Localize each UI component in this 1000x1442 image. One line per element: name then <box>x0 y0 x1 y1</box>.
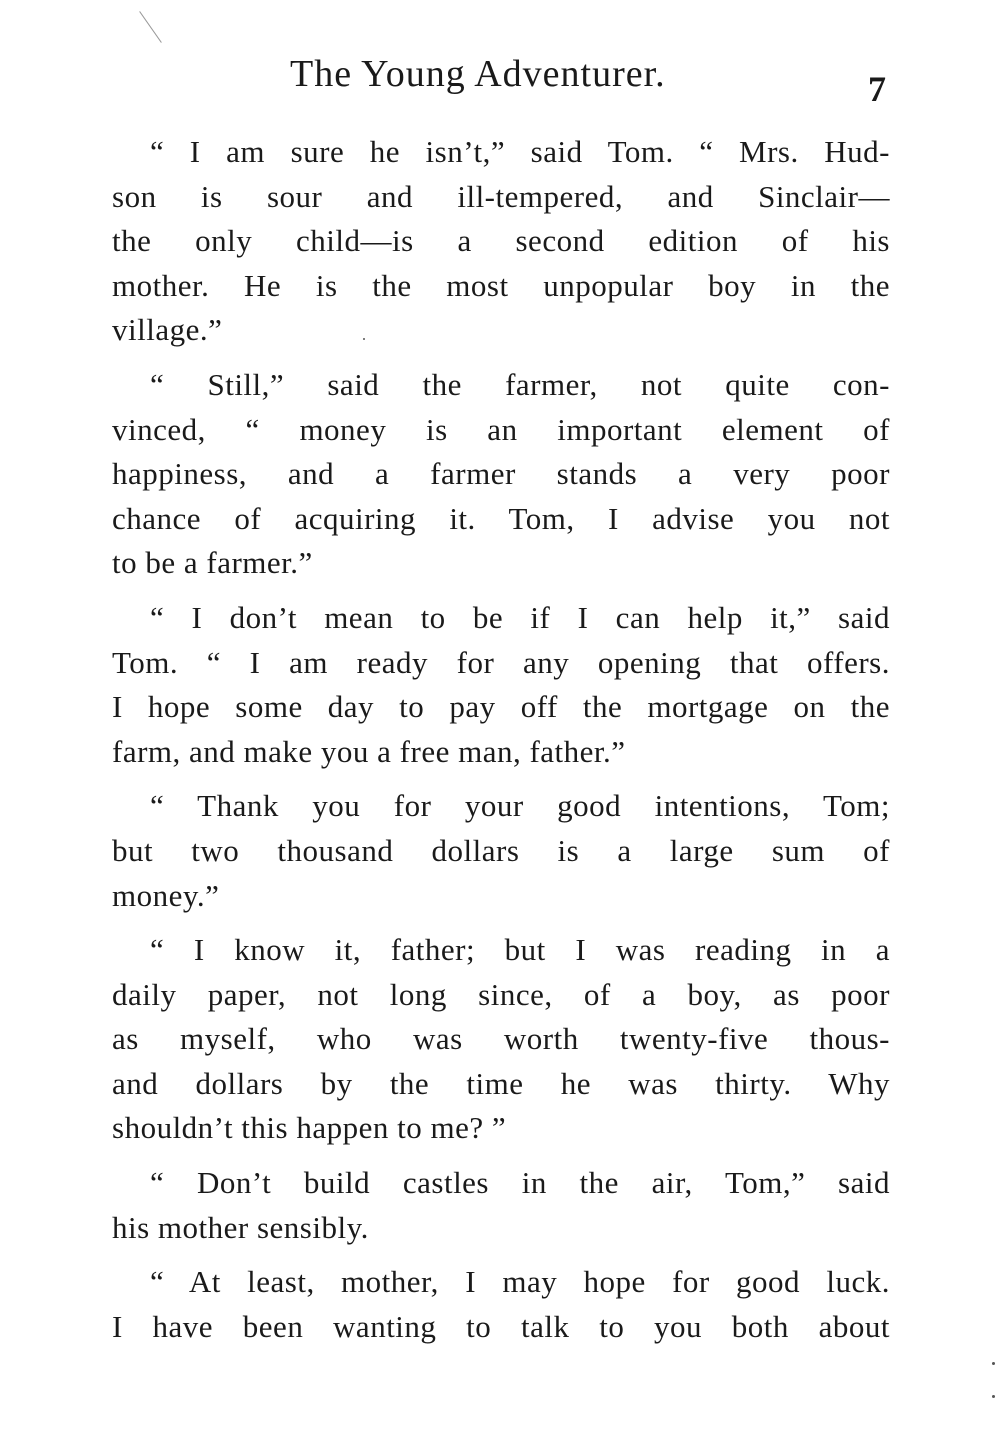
text-line: his mother sensibly. <box>112 1209 369 1245</box>
text-line: as myself, who was worth twenty-five thous- <box>112 1021 890 1057</box>
text-line: but two thousand dollars is a large sum of <box>112 832 890 868</box>
text-line: “ Don’t build castles in the air, Tom,” said <box>150 1165 890 1201</box>
paragraph <box>112 928 890 1151</box>
paragraph <box>112 1260 890 1349</box>
text-line: vinced, “ money is an important element of <box>112 411 890 447</box>
text-line: happiness, and a farmer stands a very poor <box>112 456 890 492</box>
text-line: “ I am sure he isn’t,” said Tom. “ Mrs. Hud- <box>150 134 890 169</box>
scan-speck <box>992 1362 995 1365</box>
paragraph <box>112 784 890 918</box>
text-line: daily paper, not long since, of a boy, as poor <box>112 976 890 1012</box>
text-line: farm, and make you a free man, father.” <box>112 733 626 769</box>
paragraph <box>112 1161 890 1250</box>
paragraph <box>112 363 890 586</box>
text-line: “ I don’t mean to be if I can help it,” said <box>150 599 890 635</box>
text-line: the only child—is a second edition of his <box>112 223 890 259</box>
text-line: to be a farmer.” <box>112 545 313 581</box>
text-line: shouldn’t this happen to me? ” <box>112 1110 507 1146</box>
text-line: “ I know it, father; but I was reading in a <box>150 932 890 968</box>
paragraph <box>112 130 890 353</box>
text-line: “ At least, mother, I may hope for good luck. <box>150 1264 890 1300</box>
text-line: Tom. “ I am ready for any opening that offers. <box>112 644 890 680</box>
scan-mark <box>139 11 162 43</box>
body-text <box>112 130 890 1359</box>
text-line: son is sour and ill-tempered, and Sinclair— <box>112 178 890 214</box>
scan-speck <box>992 1395 995 1398</box>
text-line: mother. He is the most unpopular boy in the <box>112 267 890 303</box>
text-line: I have been wanting to talk to you both about <box>112 1308 890 1344</box>
page-header <box>0 52 1000 112</box>
text-line: chance of acquiring it. Tom, I advise you not <box>112 500 890 536</box>
text-line: I hope some day to pay off the mortgage on the <box>112 689 890 725</box>
paragraph <box>112 596 890 774</box>
page-number: 7 <box>868 69 886 109</box>
text-line: “ Still,” said the farmer, not quite con- <box>150 366 890 402</box>
text-line: and dollars by the time he was thirty. Why <box>112 1065 890 1101</box>
text-line: money.” <box>112 877 220 913</box>
text-line: “ Thank you for your good intentions, Tom; <box>150 788 890 824</box>
text-line: village.” <box>112 312 223 348</box>
running-title: The Young Adventurer. <box>290 53 666 95</box>
